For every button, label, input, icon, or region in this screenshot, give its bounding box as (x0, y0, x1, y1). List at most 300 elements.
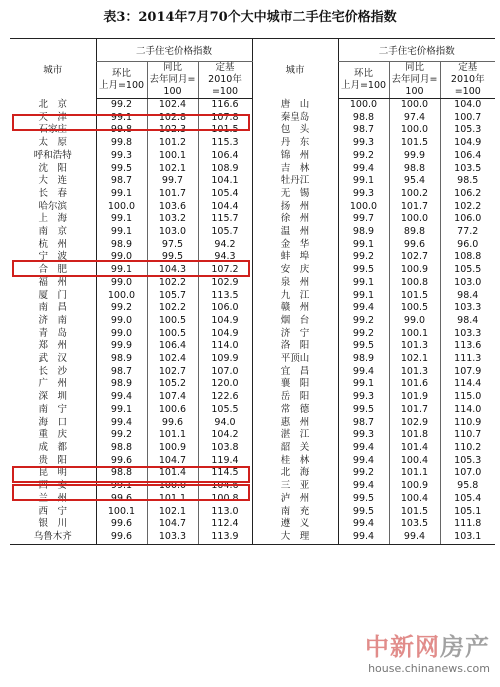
mom-value: 99.5 (338, 493, 389, 506)
watermark-url: house.chinanews.com (368, 662, 490, 675)
base-value: 111.3 (440, 353, 495, 366)
mom-value: 99.3 (338, 188, 389, 201)
mom-value: 98.8 (338, 112, 389, 125)
yoy-value: 100.5 (147, 315, 198, 328)
city-name: 海 口 (38, 416, 67, 428)
city-name: 泉 州 (252, 277, 338, 290)
mom-value: 99.5 (96, 163, 147, 176)
yoy-value: 101.2 (147, 137, 198, 150)
city-name: 武 汉 (38, 353, 67, 365)
city-name: 秦皇岛 (252, 112, 338, 125)
city-name: 兰 州 (38, 492, 67, 504)
base-value: 113.5 (198, 290, 252, 303)
mom-value: 99.1 (96, 226, 147, 239)
watermark (365, 627, 490, 675)
yoy-header-right: 同比 去年同月= 100 (389, 62, 440, 99)
city-name: 安 庆 (252, 264, 338, 277)
yoy-value: 101.7 (147, 188, 198, 201)
mom-value: 98.9 (338, 353, 389, 366)
mom-value: 99.3 (338, 429, 389, 442)
base-value: 112.4 (198, 518, 252, 531)
yoy-value: 102.1 (147, 163, 198, 176)
city-name: 桂 林 (252, 455, 338, 468)
mom-value: 99.4 (338, 518, 389, 531)
mom-value: 99.8 (96, 124, 147, 137)
yoy-value: 100.8 (389, 277, 440, 290)
table-row (10, 531, 495, 544)
yoy-value: 100.6 (147, 404, 198, 417)
base-value: 95.8 (440, 480, 495, 493)
yoy-value: 102.2 (147, 302, 198, 315)
base-value: 110.7 (440, 429, 495, 442)
city-name: 西 宁 (38, 505, 67, 517)
yoy-value: 101.7 (389, 201, 440, 214)
yoy-value: 95.4 (389, 175, 440, 188)
highlight-beijing (12, 111, 250, 131)
mom-value: 99.4 (96, 391, 147, 404)
mom-value: 99.6 (96, 493, 147, 506)
base-value: 108.9 (198, 163, 252, 176)
yoy-value: 101.5 (389, 137, 440, 150)
city-name: 南 昌 (38, 302, 67, 314)
mom-value: 99.5 (338, 340, 389, 353)
table-row (10, 277, 495, 290)
base-value: 108.8 (440, 251, 495, 264)
mom-value: 99.9 (96, 340, 147, 353)
mom-value: 99.0 (96, 277, 147, 290)
city-name: 天 津 (38, 111, 67, 123)
city-name: 济 南 (38, 314, 67, 326)
base-value: 104.6 (198, 480, 252, 493)
base-value: 101.5 (198, 124, 252, 137)
mom-value: 98.8 (96, 442, 147, 455)
base-value: 110.9 (440, 417, 495, 430)
table-row (10, 226, 495, 239)
city-name: 徐 州 (252, 213, 338, 226)
base-value: 102.2 (440, 201, 495, 214)
base-value: 110.2 (440, 442, 495, 455)
yoy-value: 99.4 (389, 531, 440, 544)
yoy-value: 101.1 (147, 493, 198, 506)
yoy-value: 100.0 (147, 480, 198, 493)
table-row (10, 163, 495, 176)
mom-value: 98.7 (96, 366, 147, 379)
city-name: 烟 台 (252, 315, 338, 328)
yoy-value: 99.9 (389, 150, 440, 163)
base-value: 106.4 (198, 150, 252, 163)
mom-value: 99.1 (96, 188, 147, 201)
city-name: 襄 阳 (252, 378, 338, 391)
mom-value: 99.0 (96, 315, 147, 328)
mom-value: 98.9 (338, 226, 389, 239)
yoy-value: 104.3 (147, 264, 198, 277)
mom-value: 98.9 (96, 353, 147, 366)
base-value: 115.3 (198, 137, 252, 150)
city-name: 锦 州 (252, 150, 338, 163)
mom-value: 100.0 (338, 201, 389, 214)
table-row (10, 290, 495, 303)
mom-value: 99.3 (338, 391, 389, 404)
mom-value: 99.1 (338, 175, 389, 188)
mom-value: 99.1 (338, 378, 389, 391)
city-name: 厦 门 (38, 289, 67, 301)
mom-value: 100.0 (96, 290, 147, 303)
base-header-right: 定基 2010年 =100 (440, 62, 495, 99)
base-value: 106.0 (198, 302, 252, 315)
table-row (10, 239, 495, 252)
city-name: 长 春 (38, 187, 67, 199)
city-name: 洛 阳 (252, 340, 338, 353)
yoy-value: 102.8 (147, 112, 198, 125)
table-row (10, 201, 495, 214)
yoy-value: 99.5 (147, 251, 198, 264)
base-value: 103.0 (440, 277, 495, 290)
city-name: 西 安 (38, 480, 67, 492)
mom-value: 98.7 (338, 124, 389, 137)
mom-value: 99.2 (96, 302, 147, 315)
city-name: 北 海 (252, 467, 338, 480)
yoy-value: 102.7 (147, 366, 198, 379)
yoy-value: 101.5 (389, 290, 440, 303)
base-value: 100.7 (440, 112, 495, 125)
mom-header-left: 环比 上月=100 (96, 62, 147, 99)
group-header-left: 二手住宅价格指数 (96, 39, 252, 62)
city-name: 扬 州 (252, 201, 338, 214)
mom-value: 99.6 (96, 518, 147, 531)
base-value: 114.0 (198, 340, 252, 353)
yoy-value: 103.5 (389, 518, 440, 531)
yoy-value: 100.9 (147, 442, 198, 455)
yoy-value: 100.9 (389, 264, 440, 277)
yoy-value: 102.1 (389, 353, 440, 366)
base-value: 103.3 (440, 302, 495, 315)
table-row (10, 340, 495, 353)
mom-value: 99.6 (96, 531, 147, 544)
base-value: 103.5 (440, 163, 495, 176)
base-value: 119.4 (198, 455, 252, 468)
city-name: 北 京 (38, 98, 67, 110)
highlight-guangzhou (12, 466, 250, 483)
yoy-value: 103.6 (147, 201, 198, 214)
base-value: 106.0 (440, 213, 495, 226)
city-name: 三 亚 (252, 480, 338, 493)
base-value: 104.1 (198, 175, 252, 188)
table-row (10, 213, 495, 226)
city-name: 贵 阳 (38, 454, 67, 466)
yoy-value: 101.8 (389, 429, 440, 442)
yoy-value: 101.1 (147, 429, 198, 442)
yoy-value: 101.4 (147, 467, 198, 480)
base-value: 107.8 (198, 112, 252, 125)
city-header-right: 城市 (252, 39, 338, 99)
mom-value: 98.7 (96, 175, 147, 188)
city-name: 金 华 (252, 239, 338, 252)
mom-value: 99.2 (338, 150, 389, 163)
mom-value: 100.0 (338, 99, 389, 112)
page-title: 表3：2014年7月70个大中城市二手住宅价格指数 (103, 10, 397, 25)
table-row (10, 353, 495, 366)
base-value: 105.3 (440, 455, 495, 468)
base-value: 103.3 (440, 328, 495, 341)
yoy-value: 105.2 (147, 378, 198, 391)
highlight-shenzhen (12, 484, 250, 501)
yoy-value: 102.4 (147, 99, 198, 112)
city-name: 济 宁 (252, 328, 338, 341)
yoy-value: 99.6 (389, 239, 440, 252)
mom-value: 99.3 (338, 137, 389, 150)
yoy-header-left: 同比 去年同月= 100 (147, 62, 198, 99)
city-name: 蚌 埠 (252, 251, 338, 264)
mom-value: 98.9 (96, 378, 147, 391)
table-row (10, 442, 495, 455)
yoy-value: 102.1 (147, 506, 198, 519)
mom-value: 99.1 (96, 404, 147, 417)
city-name: 太 原 (38, 137, 67, 149)
city-name: 泸 州 (252, 493, 338, 506)
mom-value: 99.1 (338, 277, 389, 290)
city-name: 赣 州 (252, 302, 338, 315)
yoy-value: 100.0 (389, 99, 440, 112)
table-row (10, 302, 495, 315)
base-value: 105.1 (440, 506, 495, 519)
city-name: 湛 江 (252, 429, 338, 442)
yoy-value: 100.2 (389, 188, 440, 201)
mom-value: 99.2 (338, 467, 389, 480)
city-name: 韶 关 (252, 442, 338, 455)
base-value: 103.8 (198, 442, 252, 455)
mom-value: 98.9 (96, 239, 147, 252)
mom-value: 99.5 (338, 506, 389, 519)
mom-value: 99.2 (96, 429, 147, 442)
city-name: 宁 波 (38, 251, 67, 263)
base-value: 103.1 (440, 531, 495, 544)
base-value: 111.8 (440, 518, 495, 531)
mom-value: 100.1 (96, 506, 147, 519)
base-value: 107.9 (440, 366, 495, 379)
yoy-value: 102.4 (147, 353, 198, 366)
table-row (10, 429, 495, 442)
mom-header-right: 环比 上月=100 (338, 62, 389, 99)
city-name: 大 连 (38, 175, 67, 187)
yoy-value: 100.1 (389, 328, 440, 341)
yoy-value: 103.2 (147, 213, 198, 226)
base-value: 98.4 (440, 290, 495, 303)
city-name: 包 头 (252, 124, 338, 137)
city-name: 广 州 (38, 378, 67, 390)
table-row (10, 378, 495, 391)
mom-value: 99.1 (96, 264, 147, 277)
base-value: 116.6 (198, 99, 252, 112)
base-value: 104.2 (198, 429, 252, 442)
mom-value: 99.0 (96, 251, 147, 264)
city-name: 牡丹江 (252, 175, 338, 188)
city-name: 遵 义 (252, 518, 338, 531)
base-value: 104.0 (440, 99, 495, 112)
mom-value: 98.7 (338, 417, 389, 430)
mom-value: 99.4 (338, 531, 389, 544)
mom-value: 99.5 (338, 264, 389, 277)
mom-value: 99.7 (338, 213, 389, 226)
city-name: 丹 东 (252, 137, 338, 150)
city-name: 成 都 (38, 441, 67, 453)
yoy-value: 89.8 (389, 226, 440, 239)
base-value: 98.4 (440, 315, 495, 328)
table-row (10, 188, 495, 201)
table-row (10, 328, 495, 341)
mom-value: 100.0 (96, 201, 147, 214)
base-value: 114.5 (198, 467, 252, 480)
city-name: 郑 州 (38, 340, 67, 352)
city-name: 上 海 (38, 213, 67, 225)
city-name: 岳 阳 (252, 391, 338, 404)
yoy-value: 104.7 (147, 518, 198, 531)
yoy-value: 106.4 (147, 340, 198, 353)
base-header-left: 定基 2010年 =100 (198, 62, 252, 99)
base-value: 105.4 (198, 188, 252, 201)
yoy-value: 101.4 (389, 442, 440, 455)
yoy-value: 105.7 (147, 290, 198, 303)
yoy-value: 101.1 (389, 467, 440, 480)
city-name: 九 江 (252, 290, 338, 303)
base-value: 115.7 (198, 213, 252, 226)
yoy-value: 102.7 (389, 251, 440, 264)
yoy-value: 107.4 (147, 391, 198, 404)
yoy-value: 100.1 (147, 150, 198, 163)
yoy-value: 100.0 (389, 213, 440, 226)
mom-value: 99.4 (96, 417, 147, 430)
base-value: 122.6 (198, 391, 252, 404)
city-name: 温 州 (252, 226, 338, 239)
mom-value: 98.8 (96, 467, 147, 480)
yoy-value: 97.5 (147, 239, 198, 252)
yoy-value: 103.0 (147, 226, 198, 239)
yoy-value: 101.3 (389, 366, 440, 379)
mom-value: 99.1 (338, 290, 389, 303)
group-header-right: 二手住宅价格指数 (338, 39, 495, 62)
mom-value: 99.1 (96, 480, 147, 493)
city-name: 常 德 (252, 404, 338, 417)
city-name: 昆 明 (38, 467, 67, 479)
yoy-value: 100.9 (389, 480, 440, 493)
highlight-shanghai (12, 260, 250, 277)
mom-value: 99.3 (96, 150, 147, 163)
yoy-value: 100.5 (389, 302, 440, 315)
mom-value: 99.4 (338, 455, 389, 468)
city-name: 呼和浩特 (33, 149, 72, 161)
base-value: 104.9 (198, 315, 252, 328)
table-row (10, 417, 495, 430)
table-row (10, 404, 495, 417)
table-row (10, 391, 495, 404)
city-name: 乌鲁木齐 (10, 531, 96, 544)
base-value: 94.2 (198, 239, 252, 252)
mom-value: 99.4 (338, 163, 389, 176)
base-value: 100.8 (198, 493, 252, 506)
city-name: 哈尔滨 (38, 200, 67, 212)
yoy-value: 101.7 (389, 404, 440, 417)
watermark-logo: 中新网房产 (365, 632, 490, 661)
base-value: 104.9 (440, 137, 495, 150)
mom-value: 99.6 (96, 455, 147, 468)
city-name: 宜 昌 (252, 366, 338, 379)
yoy-value: 99.6 (147, 417, 198, 430)
base-value: 94.3 (198, 251, 252, 264)
yoy-value: 101.5 (389, 506, 440, 519)
base-value: 107.0 (440, 467, 495, 480)
mom-value: 99.0 (96, 328, 147, 341)
base-value: 98.5 (440, 175, 495, 188)
city-name: 南 充 (252, 506, 338, 519)
mom-value: 99.4 (338, 366, 389, 379)
base-value: 102.9 (198, 277, 252, 290)
city-name: 大 理 (252, 531, 338, 544)
table-row (10, 150, 495, 163)
yoy-value: 101.9 (389, 391, 440, 404)
base-value: 104.4 (198, 201, 252, 214)
yoy-value: 104.7 (147, 455, 198, 468)
mom-value: 99.1 (96, 213, 147, 226)
mom-value: 99.5 (338, 404, 389, 417)
city-name: 无 锡 (252, 188, 338, 201)
base-value: 105.7 (198, 226, 252, 239)
city-name: 长 沙 (38, 365, 67, 377)
yoy-value: 99.7 (147, 175, 198, 188)
yoy-value: 100.4 (389, 455, 440, 468)
city-name: 南 宁 (38, 403, 67, 415)
city-name: 青 岛 (38, 327, 67, 339)
base-value: 94.0 (198, 417, 252, 430)
city-name: 合 肥 (38, 264, 67, 276)
city-name: 深 圳 (38, 391, 67, 403)
base-value: 113.9 (198, 531, 252, 544)
base-value: 105.5 (440, 264, 495, 277)
base-value: 114.0 (440, 404, 495, 417)
mom-value: 99.2 (338, 328, 389, 341)
yoy-value: 97.4 (389, 112, 440, 125)
base-value: 107.0 (198, 366, 252, 379)
base-value: 120.0 (198, 378, 252, 391)
city-name: 南 京 (38, 226, 67, 238)
city-name: 平顶山 (252, 353, 338, 366)
city-name: 福 州 (38, 276, 67, 288)
base-value: 104.9 (198, 328, 252, 341)
table-row (10, 99, 495, 112)
base-value: 113.6 (440, 340, 495, 353)
base-value: 106.4 (440, 150, 495, 163)
mom-value: 99.4 (338, 302, 389, 315)
mom-value: 99.4 (338, 480, 389, 493)
city-name: 银 川 (38, 518, 67, 530)
city-name: 石家庄 (38, 124, 67, 136)
mom-value: 99.2 (338, 315, 389, 328)
yoy-value: 102.9 (389, 417, 440, 430)
table-row (10, 175, 495, 188)
city-name: 沈 阳 (38, 162, 67, 174)
table-row (10, 315, 495, 328)
yoy-value: 102.3 (147, 124, 198, 137)
base-value: 105.3 (440, 124, 495, 137)
base-value: 114.4 (440, 378, 495, 391)
city-name: 惠 州 (252, 417, 338, 430)
base-value: 96.0 (440, 239, 495, 252)
mom-value: 99.2 (338, 251, 389, 264)
yoy-value: 98.8 (389, 163, 440, 176)
base-value: 105.5 (198, 404, 252, 417)
city-header-left: 城市 (10, 39, 96, 99)
mom-value: 99.1 (338, 239, 389, 252)
yoy-value: 100.5 (147, 328, 198, 341)
yoy-value: 101.3 (389, 340, 440, 353)
